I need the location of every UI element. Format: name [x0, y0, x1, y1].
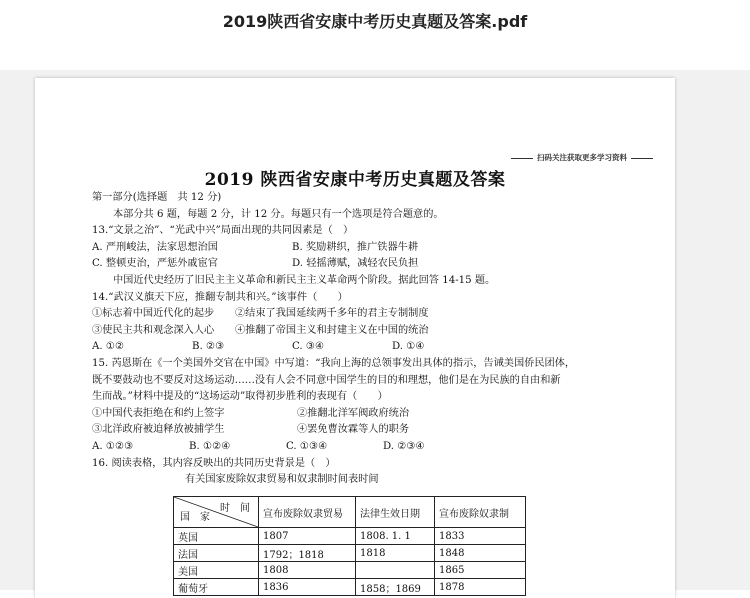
- item-2: ②推翻北洋军阀政府统治: [297, 407, 410, 419]
- table-row: [174, 562, 526, 579]
- abolition-table: [173, 496, 526, 596]
- item-4: ④推翻了帝国主义和封建主义在中国的统治: [235, 324, 429, 336]
- section-heading: 第一部分(选择题 共 12 分): [92, 192, 222, 203]
- question-14: 14.“武汉义旗天下应，推翻专制共和兴。”该事件（ ）: [92, 291, 348, 303]
- option-d: D. ①④: [392, 341, 425, 353]
- pdf-page: [35, 78, 675, 598]
- question-15-items-row2: [92, 422, 662, 439]
- question-15-options: [92, 439, 662, 456]
- table-header-cell: 法律生效日期: [356, 497, 435, 528]
- question-15-line3: 生而战。”材料中提及的“这场运动”取得初步胜利的表现有（ ）: [92, 391, 388, 403]
- table-cell: 美国: [174, 562, 259, 579]
- option-c: C. 整顿吏治，严惩外戚宦官: [92, 258, 218, 270]
- table-cell: 1836: [259, 579, 356, 596]
- table-cell: 1865: [435, 562, 526, 579]
- section-intro: 本部分共 6 题，每题 2 分，计 12 分。每题只有一个选项是符合题意的。: [113, 208, 444, 220]
- item-2: ②结束了我国延续两千多年的君主专制制度: [235, 308, 429, 320]
- table-cell: 1878: [435, 579, 526, 596]
- table-cell: 英国: [174, 528, 259, 545]
- question-13-options-row1: [92, 240, 662, 257]
- option-c: C. ③④: [292, 341, 325, 353]
- question-14-items-row1: [92, 306, 662, 323]
- header-dash-right: [631, 158, 653, 159]
- table-corner-cell: [174, 497, 259, 528]
- table-header-row: [174, 497, 526, 528]
- table-header-cell: 宣布废除奴隶贸易: [259, 497, 356, 528]
- question-15-items-row1: [92, 406, 662, 423]
- table-cell: [356, 562, 435, 579]
- document-title: 2019 陕西省安康中考历史真题及答案: [204, 170, 506, 190]
- table-row: [174, 528, 526, 545]
- table-header-cell: 宣布废除奴隶制: [435, 497, 526, 528]
- option-c: C. ①③④: [286, 440, 328, 452]
- question-body: [92, 190, 662, 489]
- table-cell: 1807: [259, 528, 356, 545]
- question-14-options: [92, 339, 662, 356]
- table-cell: 1792；1818: [259, 545, 356, 562]
- table-cell: 1858；1869: [356, 579, 435, 596]
- header-note-text: 扫码关注获取更多学习资料: [537, 153, 627, 162]
- table-cell: 1848: [435, 545, 526, 562]
- question-stem: 中国近代史经历了旧民主主义革命和新民主主义革命两个阶段。据此回答 14-15 题。: [113, 274, 496, 286]
- file-title: 2019陕西省安康中考历史真题及答案.pdf: [222, 12, 528, 31]
- option-a: A. 严刑峻法，法家思想治国: [92, 241, 218, 253]
- header-dash-left: [511, 158, 533, 159]
- table-cell: 葡萄牙: [174, 579, 259, 596]
- corner-label-country: 国 家: [180, 512, 210, 523]
- table-cell: 法国: [174, 545, 259, 562]
- question-16: 16. 阅读表格，其内容反映出的共同历史背景是（ ）: [92, 457, 336, 469]
- table-cell: 1833: [435, 528, 526, 545]
- header-note: [507, 152, 657, 163]
- question-15-line2: 既不要鼓动也不要反对这场运动……没有人会不同意中国学生的目的和理想，他们是在为民族的自由和新: [92, 374, 561, 386]
- question-13-options-row2: [92, 256, 662, 273]
- question-13: 13.“文景之治”、“光武中兴”局面出现的共同因素是（ ）: [92, 225, 354, 237]
- item-3: ③北洋政府被迫释放被捕学生: [92, 424, 225, 436]
- question-15-line1: 15. 芮恩斯在《一个美国外交官在中国》中写道：“我向上海的总领事发出具体的指示，告诫美国侨民团体，: [92, 357, 576, 369]
- item-1: ①中国代表拒绝在和约上签字: [92, 407, 225, 419]
- option-d: D. ②③④: [383, 440, 425, 452]
- option-a: A. ①②: [92, 341, 125, 353]
- table-row: [174, 545, 526, 562]
- option-d: D. 轻摇薄赋，减轻农民负担: [292, 258, 419, 270]
- option-b: B. 奖励耕织，推广铁器牛耕: [292, 241, 419, 253]
- corner-label-time: 时 间: [220, 503, 250, 514]
- table-caption: 有关国家废除奴隶贸易和奴隶制时间表时间: [185, 474, 379, 486]
- item-4: ④罢免曹汝霖等人的职务: [297, 424, 410, 436]
- viewer-header: [0, 0, 750, 70]
- table-cell: 1818: [356, 545, 435, 562]
- option-a: A. ①②③: [92, 440, 134, 452]
- table-cell: 1808. 1. 1: [356, 528, 435, 545]
- option-b: B. ①②④: [189, 440, 231, 452]
- option-b: B. ②③: [192, 341, 225, 353]
- table-cell: 1808: [259, 562, 356, 579]
- table-row: [174, 579, 526, 596]
- item-3: ③使民主共和观念深入人心: [92, 324, 215, 336]
- question-14-items-row2: [92, 323, 662, 340]
- item-1: ①标志着中国近代化的起步: [92, 308, 215, 320]
